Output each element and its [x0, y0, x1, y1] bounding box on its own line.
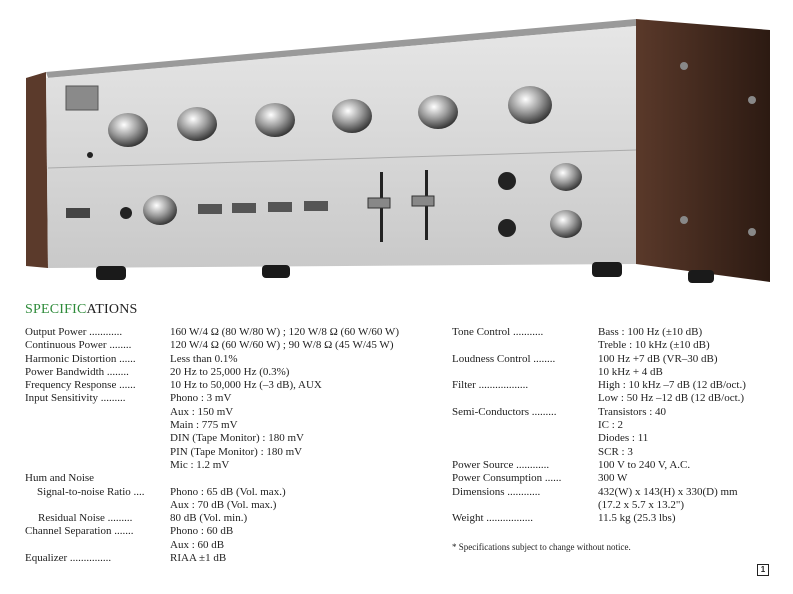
spec-row — [452, 339, 782, 352]
spec-value: Transistors : 40 — [598, 405, 667, 418]
spec-row — [25, 499, 435, 512]
spec-label — [452, 419, 598, 432]
spec-row — [452, 326, 782, 339]
specifications-heading: SPECIFICATIONS — [25, 302, 138, 317]
spec-label: Frequency Response ...... — [25, 379, 136, 392]
wood-side-left — [26, 72, 48, 268]
spec-label — [452, 432, 598, 445]
spec-row — [452, 446, 782, 459]
spec-label: Output Power ............ — [25, 326, 123, 338]
spec-row — [452, 392, 782, 405]
spec-value: 100 Hz +7 dB (VR–30 dB) — [598, 352, 718, 365]
spec-label: Loudness Control ........ — [452, 352, 556, 365]
spec-row — [25, 539, 435, 552]
spec-row — [25, 379, 435, 392]
spec-row — [25, 552, 435, 565]
spec-value: 20 Hz to 25,000 Hz (0.3%) — [170, 365, 290, 378]
spec-value: Aux : 150 mV — [170, 405, 234, 418]
spec-row — [452, 419, 782, 432]
spec-label — [452, 366, 598, 379]
spec-row — [452, 366, 782, 379]
spec-row — [25, 459, 435, 472]
spec-row — [25, 353, 435, 366]
spec-value: (17.2 x 5.7 x 13.2") — [598, 498, 685, 511]
spec-value: 300 W — [598, 472, 628, 485]
spec-row — [25, 419, 435, 432]
wood-side-right — [636, 19, 770, 282]
spec-value: Bass : 100 Hz (±10 dB) — [598, 326, 703, 338]
spec-value: 10 kHz + 4 dB — [598, 365, 663, 378]
spec-value: Low : 50 Hz –12 dB (12 dB/oct.) — [598, 392, 745, 405]
spec-row — [452, 459, 782, 472]
spec-row — [25, 432, 435, 445]
spec-value: DIN (Tape Monitor) : 180 mV — [170, 432, 304, 445]
spec-value: SCR : 3 — [598, 445, 633, 458]
spec-value: 432(W) x 143(H) x 330(D) mm — [598, 485, 738, 498]
spec-value: 120 W/4 Ω (60 W/60 W) ; 90 W/8 Ω (45 W/45 W) — [170, 339, 394, 352]
spec-value: Treble : 10 kHz (±10 dB) — [598, 339, 710, 352]
spec-value: Aux : 70 dB (Vol. max.) — [170, 498, 277, 511]
spec-label: Filter .................. — [452, 379, 529, 392]
spec-row — [452, 406, 782, 419]
specs-right-column — [452, 326, 782, 525]
spec-label — [25, 406, 170, 419]
spec-value: Phono : 65 dB (Vol. max.) — [170, 485, 286, 498]
spec-row — [452, 353, 782, 366]
spec-label: Residual Noise ......... — [38, 512, 133, 525]
spec-row — [25, 486, 435, 499]
spec-label — [452, 499, 598, 512]
spec-label: Power Consumption ...... — [452, 472, 562, 485]
spec-row — [25, 406, 435, 419]
spec-value: Aux : 60 dB — [170, 538, 225, 551]
spec-label — [25, 446, 170, 459]
spec-label: Power Source ............ — [452, 458, 550, 471]
specs-left-column — [25, 326, 435, 565]
logo-plate — [66, 86, 98, 110]
spec-value: High : 10 kHz –7 dB (12 dB/oct.) — [598, 379, 746, 392]
spec-label: Continuous Power ........ — [25, 339, 132, 352]
spec-row — [25, 366, 435, 379]
spec-row — [25, 339, 435, 352]
spec-label: Equalizer ............... — [25, 552, 112, 565]
spec-label: Channel Separation ....... — [25, 525, 134, 538]
spec-row — [452, 486, 782, 499]
spec-label: Dimensions ............ — [452, 485, 541, 498]
spec-row — [25, 446, 435, 459]
spec-row — [25, 472, 435, 485]
footnote: * Specifications subject to change without notice. — [452, 542, 631, 552]
spec-value: 100 V to 240 V, A.C. — [598, 458, 691, 471]
spec-row — [25, 392, 435, 405]
spec-value: PIN (Tape Monitor) : 180 mV — [170, 445, 303, 458]
spec-label — [25, 432, 170, 445]
spec-value: Main : 775 mV — [170, 419, 238, 432]
spec-value: 80 dB (Vol. min.) — [170, 512, 248, 525]
spec-label: Semi-Conductors ......... — [452, 405, 557, 418]
spec-row — [452, 379, 782, 392]
spec-label: Input Sensitivity ......... — [25, 392, 126, 405]
spec-value: 10 Hz to 50,000 Hz (–3 dB), AUX — [170, 379, 322, 392]
spec-label — [452, 446, 598, 459]
faceplate — [46, 26, 636, 268]
spec-label — [452, 392, 598, 405]
spec-row — [452, 499, 782, 512]
spec-label: Weight ................. — [452, 512, 533, 525]
spec-value: RIAA ±1 dB — [170, 552, 227, 565]
spec-label — [25, 499, 170, 512]
spec-value: 11.5 kg (25.3 lbs) — [598, 512, 676, 525]
spec-value: Less than 0.1% — [170, 352, 238, 365]
spec-value: 160 W/4 Ω (80 W/80 W) ; 120 W/8 Ω (60 W/60 W) — [170, 326, 399, 338]
spec-value: Diodes : 11 — [598, 432, 649, 445]
spec-label: Power Bandwidth ........ — [25, 365, 129, 378]
spec-row — [452, 512, 782, 525]
spec-row — [452, 472, 782, 485]
spec-label — [25, 419, 170, 432]
spec-row — [25, 512, 435, 525]
page-number: 1 — [757, 564, 769, 576]
spec-row — [25, 326, 435, 339]
spec-label: Hum and Noise — [25, 472, 95, 485]
spec-value: IC : 2 — [598, 419, 624, 432]
spec-value: Mic : 1.2 mV — [170, 458, 230, 471]
spec-row — [452, 432, 782, 445]
spec-label: Harmonic Distortion ...... — [25, 352, 136, 365]
spec-row — [25, 525, 435, 538]
spec-label — [25, 459, 170, 472]
spec-label: Tone Control ........... — [452, 326, 544, 338]
spec-label — [25, 539, 170, 552]
spec-label — [452, 339, 598, 352]
spec-value: Phono : 60 dB — [170, 525, 234, 538]
spec-value: Phono : 3 mV — [170, 392, 232, 405]
spec-label: Signal-to-noise Ratio .... — [37, 485, 145, 498]
